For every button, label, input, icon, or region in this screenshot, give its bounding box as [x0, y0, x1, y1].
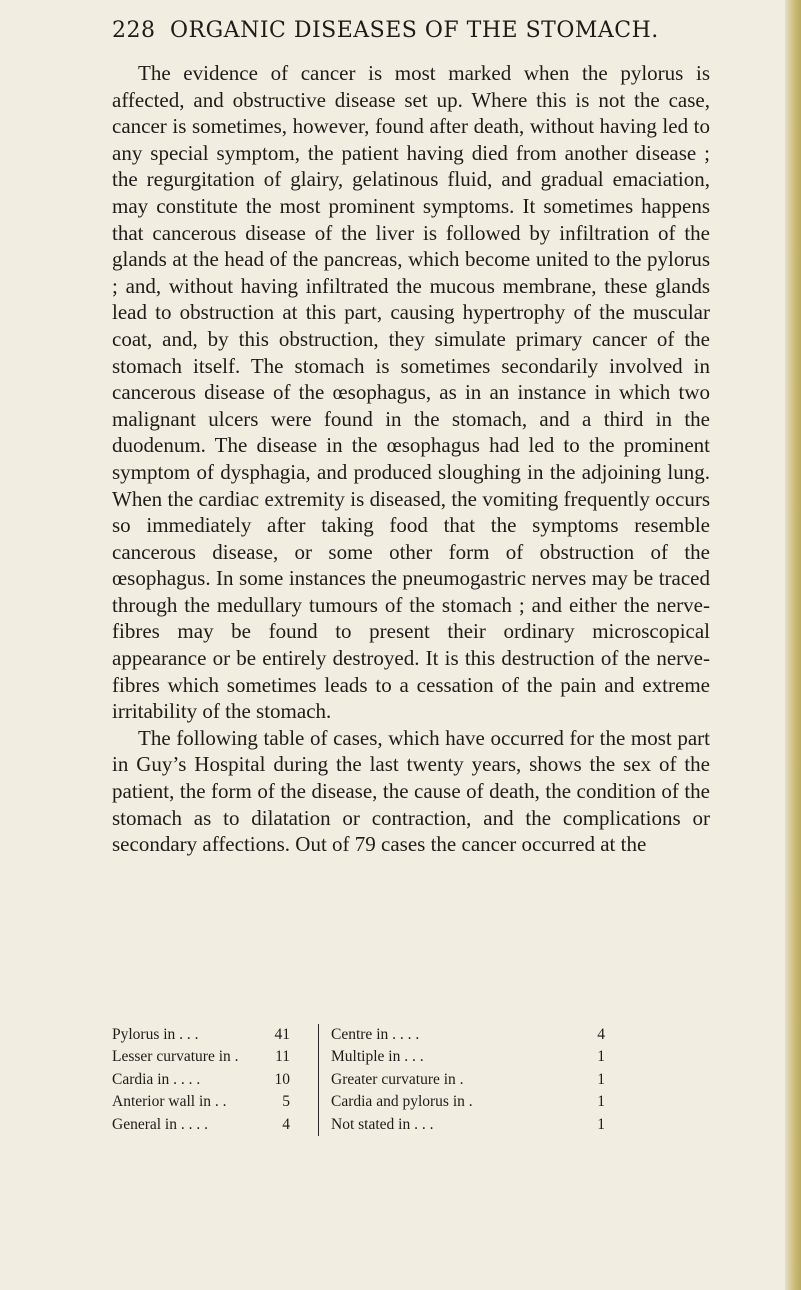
row-value: 4	[282, 1115, 290, 1133]
body-text	[112, 60, 710, 858]
paragraph: The evidence of cancer is most marked when the pylorus is affected, and obstructive disease set up. Where this is not the case, cancer is sometimes, however, found after death, without having led to any special symptom, the patient having died from another disease ; the regurgitation of glairy, gelatinous fluid, and gradual emaciation, may constitute the most prominent symptoms. It sometimes happens that cancerous disease of the liver is followed by infiltration of the glands at the head of the pancreas, which become united to the pylorus ; and, without having infiltrated the mucous membrane, these glands lead to obstruction at this part, causing hypertrophy of the muscular coat, and, by this obstruction, they simulate primary cancer of the stomach itself. The stomach is sometimes secondarily involved in cancerous disease of the œsophagus, as in an instance in which two malignant ulcers were found in the stomach, and a third in the duodenum. The disease in the œsophagus had led to the prominent symptom of dysphagia, and produced sloughing in the adjoining lung. When the cardiac extremity is diseased, the vomiting frequently occurs so immediately after taking food that the symptoms resemble cancerous disease, or some other form of obstruction of the œsophagus. In some instances the pneumogastric nerves may be traced through the medullary tumours of the stomach ; and either the nerve-fibres may be found to present their ordinary microscopical appearance or be entirely destroyed. It is this destruction of the nerve-fibres which sometimes leads to a cessation of the pain and extreme irritability of the stomach.	[112, 61, 710, 724]
row-value: 1	[597, 1093, 605, 1111]
row-label: Not stated in . . .	[331, 1115, 434, 1133]
table-right-column	[318, 1024, 631, 1136]
row-label: Greater curvature in .	[331, 1070, 464, 1088]
row-label: Lesser curvature in .	[112, 1048, 239, 1066]
row-label: Pylorus in . . .	[112, 1026, 199, 1043]
row-label: Centre in . . . .	[331, 1026, 420, 1043]
row-value: 4	[597, 1026, 605, 1043]
table-left-column	[112, 1024, 290, 1136]
row-label: Cardia and pylorus in .	[331, 1093, 473, 1111]
table-row	[331, 1024, 631, 1046]
page-number: 228	[112, 18, 156, 43]
table-row	[331, 1091, 631, 1113]
row-value: 41	[274, 1026, 290, 1043]
row-label: Multiple in . . .	[331, 1048, 424, 1066]
row-label: General in . . . .	[112, 1115, 208, 1133]
table-row	[112, 1046, 290, 1068]
row-value: 11	[275, 1048, 290, 1066]
table-row	[331, 1069, 631, 1091]
paragraph: The following table of cases, which have occurred for the most part in Guy’s Hospital during the last twenty years, shows the sex of the patient, the form of the disease, the cause of death, the condition of the stomach as to dilatation or contraction, and the complications or secondary affections. Out of 79 cases the cancer occurred at the	[112, 725, 710, 857]
row-value: 5	[282, 1093, 290, 1111]
row-value: 1	[597, 1115, 605, 1133]
table-row	[331, 1114, 631, 1136]
row-label: Cardia in . . . .	[112, 1070, 201, 1088]
row-value: 1	[597, 1048, 605, 1066]
row-value: 1	[597, 1070, 605, 1088]
table-row	[112, 1091, 290, 1113]
table-row	[112, 1069, 290, 1091]
running-header	[112, 18, 672, 43]
table-row	[112, 1114, 290, 1136]
row-value: 10	[274, 1070, 290, 1088]
row-label: Anterior wall in . .	[112, 1093, 227, 1111]
cancer-location-table	[112, 1024, 712, 1136]
table-row	[331, 1046, 631, 1068]
table-row	[112, 1024, 290, 1046]
page-edge	[785, 0, 801, 1290]
running-title: ORGANIC DISEASES OF THE STOMACH.	[170, 18, 659, 43]
